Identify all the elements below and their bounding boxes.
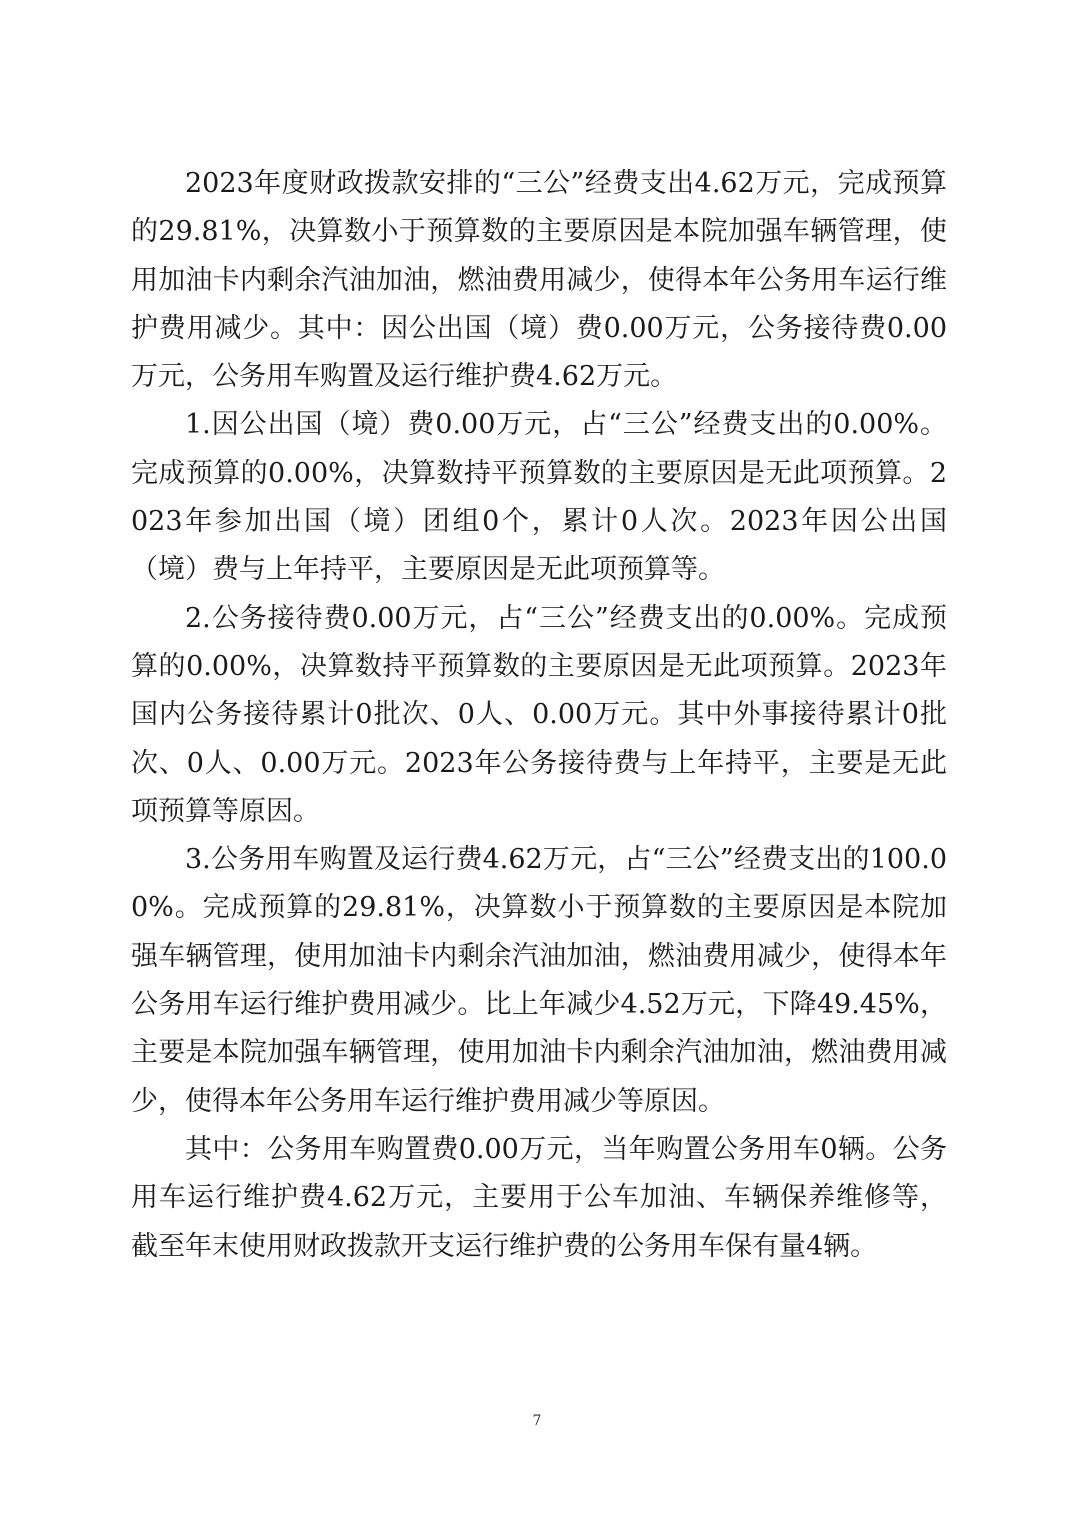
paragraph-vehicle-details: 其中：公务用车购置费0.00万元，当年购置公务用车0辆。公务用车运行维护费4.62万元，主要用于公车加油、车辆保养维修等，截至年末使用财政拨款开支运行维护费的公务用车保有量4辆。 (131, 1133, 947, 1262)
paragraph-reception-expenses: 2.公务接待费0.00万元，占“三公”经费支出的0.00%。完成预算的0.00%，决算数持平预算数的主要原因是无此项预算。2023年国内公务接待累计0批次、0人、0.00万元。其中外事接待累计0批次、0人、0.00万元。2023年公务接待费与上年持平，主要是无此项预算等原因。 (131, 602, 947, 827)
body-text (131, 160, 947, 1271)
paragraph-summary: 2023年度财政拨款安排的“三公”经费支出4.62万元，完成预算的29.81%，决算数小于预算数的主要原因是本院加强车辆管理，使用加油卡内剩余汽油加油，燃油费用减少，使得本年公务用车运行维护费用减少。其中：因公出国（境）费0.00万元，公务接待费0.00万元，公务用车购置及运行维护费4.62万元。 (131, 168, 947, 393)
paragraph-overseas-expenses: 1.因公出国（境）费0.00万元，占“三公”经费支出的0.00%。完成预算的0.00%，决算数持平预算数的主要原因是无此项预算。2023年参加出国（境）团组0个，累计0人次。2023年因公出国（境）费与上年持平，主要原因是无此项预算等。 (131, 409, 947, 586)
page-number: 7 (532, 1413, 542, 1429)
paragraph-vehicle-expenses: 3.公务用车购置及运行费4.62万元，占“三公”经费支出的100.00%。完成预算的29.81%，决算数小于预算数的主要原因是本院加强车辆管理，使用加油卡内剩余汽油加油，燃油费用减少，使得本年公务用车运行维护费用减少。比上年减少4.52万元，下降49.45%，主要是本院加强车辆管理，使用加油卡内剩余汽油加油，燃油费用减少，使得本年公务用车运行维护费用减少等原因。 (131, 844, 947, 1117)
